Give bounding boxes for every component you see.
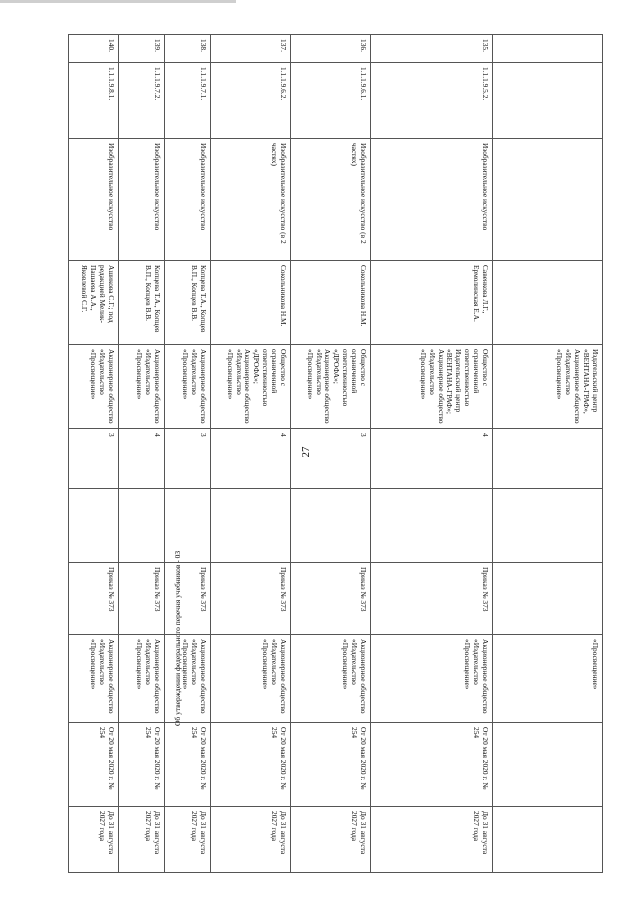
- scan-edge-mark: [0, 0, 236, 3]
- cell-subject: Изобразительное искусство (в 2 частях): [211, 139, 291, 261]
- cell-date: [493, 723, 603, 807]
- cell-empty: [165, 489, 211, 563]
- cell-code: 1.1.1.9.6.1.: [291, 63, 371, 139]
- cell-edition-publisher: «Просвещение»: [493, 635, 603, 723]
- cell-authors: Копцева Т.А., Копцев В.П., Копцев В.В.: [165, 261, 211, 345]
- cell-authors: [493, 261, 603, 345]
- cell-subject: Изобразительное искусство: [165, 139, 211, 261]
- cell-empty: [69, 489, 119, 563]
- cell-grade: 3: [165, 429, 211, 489]
- cell-authors: Сокольникова Н.М.: [211, 261, 291, 345]
- rotated-table-wrapper: [69, 34, 603, 872]
- cell-subject: [493, 139, 603, 261]
- cell-publisher: Издательский центр «ВЕНТАНА-ГРАФ», Акционерное общество «Издательство «Просвещение»: [493, 345, 603, 429]
- cell-grade: 4: [371, 429, 493, 489]
- cell-publisher: Общество с ограниченной ответственностью «ДРОФА»; Акционерное общество «Издательство «Просвещение»: [291, 345, 371, 429]
- cell-term: До 31 августа 2027 года: [119, 807, 165, 873]
- cell-date: От 20 мая 2020 г. № 254: [69, 723, 119, 807]
- table-row: [493, 35, 603, 873]
- cell-empty: [493, 563, 603, 635]
- cell-publisher: Акционерное общество «Издательство «Просвещение»: [119, 345, 165, 429]
- cell-order: Приказ № 373: [165, 563, 211, 635]
- cell-order: [493, 489, 603, 563]
- cell-empty: [211, 489, 291, 563]
- table-row: [211, 35, 291, 873]
- cell-term: До 31 августа 2027 года: [69, 807, 119, 873]
- cell-term: До 31 августа 2027 года: [291, 807, 371, 873]
- cell-authors: Сокольникова Н.М.: [291, 261, 371, 345]
- page-footer: Об утверждении федерального перечня учебников - 03: [173, 550, 182, 726]
- cell-grade: 3: [69, 429, 119, 489]
- cell-code: 1.1.1.9.7.1.: [165, 63, 211, 139]
- cell-authors: Савенкова Л.Г., Ермолинская Е.А.: [371, 261, 493, 345]
- cell-edition-publisher: Акционерное общество «Издательство «Просвещение»: [291, 635, 371, 723]
- table-row: [69, 35, 119, 873]
- cell-edition-publisher: Акционерное общество «Издательство «Просвещение»: [371, 635, 493, 723]
- cell-code: 1.1.1.9.7.2.: [119, 63, 165, 139]
- cell-order: Приказ № 373: [211, 563, 291, 635]
- cell-publisher: Акционерное общество «Издательство «Просвещение»: [165, 345, 211, 429]
- cell-subject: Изобразительное искусство: [69, 139, 119, 261]
- cell-date: От 20 мая 2020 г. № 254: [291, 723, 371, 807]
- cell-order: Приказ № 373: [291, 563, 371, 635]
- cell-publisher: Акционерное общество «Издательство «Просвещение»: [69, 345, 119, 429]
- cell-grade: 4: [119, 429, 165, 489]
- cell-term: [493, 807, 603, 873]
- cell-code: 1.1.1.9.5.2.: [371, 63, 493, 139]
- cell-number: [493, 35, 603, 63]
- cell-code: [493, 63, 603, 139]
- cell-subject: Изобразительное искусство (в 2 частях): [291, 139, 371, 261]
- cell-subject: Изобразительное искусство: [119, 139, 165, 261]
- page-number: 27: [300, 446, 312, 458]
- textbook-list-table: [68, 34, 603, 873]
- cell-empty: [291, 489, 371, 563]
- table-row: [291, 35, 371, 873]
- cell-code: 1.1.1.9.8.1.: [69, 63, 119, 139]
- cell-number: 138.: [165, 35, 211, 63]
- cell-code: 1.1.1.9.6.2.: [211, 63, 291, 139]
- cell-date: От 20 мая 2020 г. № 254: [371, 723, 493, 807]
- cell-number: 137.: [211, 35, 291, 63]
- cell-empty: [371, 489, 493, 563]
- cell-order: Приказ № 373: [371, 563, 493, 635]
- cell-date: От 20 мая 2020 г. № 254: [119, 723, 165, 807]
- cell-order: Приказ № 373: [119, 563, 165, 635]
- cell-term: До 31 августа 2027 года: [211, 807, 291, 873]
- cell-number: 136.: [291, 35, 371, 63]
- cell-authors: Ашикова С.Г.; под редакцией Мелик-Пашаева А.А., Яковлевой С.Г.: [69, 261, 119, 345]
- cell-number: 139.: [119, 35, 165, 63]
- table-row: [119, 35, 165, 873]
- cell-authors: Копцева Т.А., Копцев В.П., Копцев В.В.: [119, 261, 165, 345]
- cell-date: От 20 мая 2020 г. № 254: [211, 723, 291, 807]
- cell-subject: Изобразительное искусство: [371, 139, 493, 261]
- cell-number: 135.: [371, 35, 493, 63]
- cell-edition-publisher: Акционерное общество «Издательство «Просвещение»: [165, 635, 211, 723]
- cell-order: Приказ № 373: [69, 563, 119, 635]
- cell-term: До 31 августа 2027 года: [371, 807, 493, 873]
- cell-edition-publisher: Акционерное общество «Издательство «Просвещение»: [211, 635, 291, 723]
- table-row: [165, 35, 211, 873]
- cell-term: До 31 августа 2027 года: [165, 807, 211, 873]
- cell-grade: 3: [291, 429, 371, 489]
- cell-empty: [119, 489, 165, 563]
- cell-edition-publisher: Акционерное общество «Издательство «Просвещение»: [69, 635, 119, 723]
- cell-number: 140.: [69, 35, 119, 63]
- cell-grade: [493, 429, 603, 489]
- cell-publisher: Общество с ограниченной ответственностью «ДРОФА»; Акционерное общество «Издательство «Просвещение»: [211, 345, 291, 429]
- table-row: [371, 35, 493, 873]
- cell-publisher: Общество с ограниченной ответственностью Издательский центр «ВЕНТАНА-ГРАФ»; Акционерное общество «Издательство «Просвещение»: [371, 345, 493, 429]
- cell-edition-publisher: Акционерное общество «Издательство «Просвещение»: [119, 635, 165, 723]
- cell-date: От 20 мая 2020 г. № 254: [165, 723, 211, 807]
- cell-grade: 4: [211, 429, 291, 489]
